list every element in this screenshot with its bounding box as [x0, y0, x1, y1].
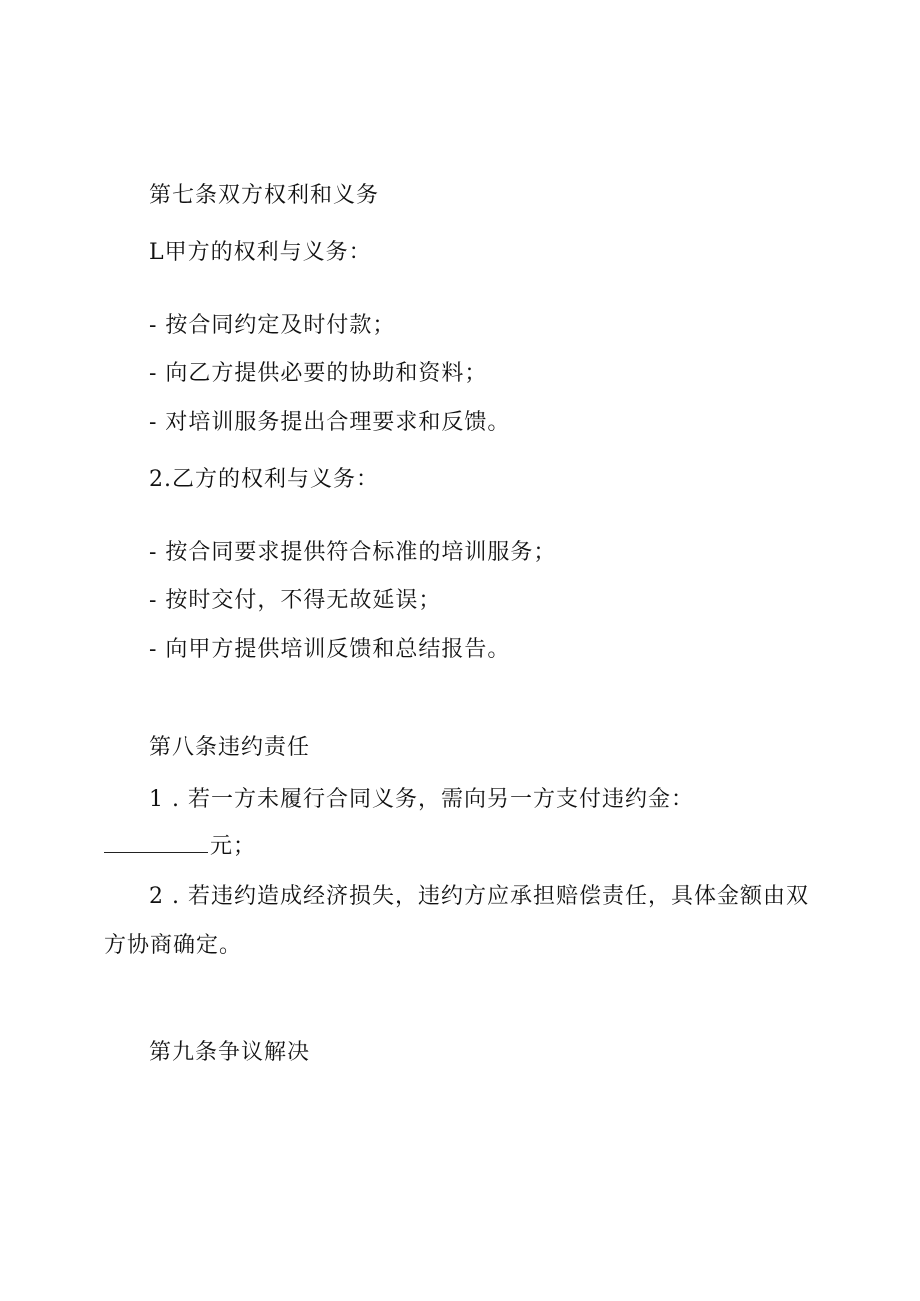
party-b-item: - 按时交付，不得无故延误； — [149, 588, 442, 613]
party-b-item: - 向甲方提供培训反馈和总结报告。 — [149, 637, 511, 662]
clause-8-2-line: 2 . 若违约造成经济损失，违约方应承担赔偿责任，具体金额由双 — [149, 884, 809, 909]
party-a-item: - 按合同约定及时付款； — [149, 313, 396, 338]
article-8-heading: 第八条违约责任 — [149, 735, 311, 760]
amount-blank — [104, 832, 208, 853]
article-9-heading: 第九条争议解决 — [149, 1040, 311, 1065]
party-a-item: - 对培训服务提出合理要求和反馈。 — [149, 410, 511, 435]
party-a-item: - 向乙方提供必要的协助和资料； — [149, 361, 488, 386]
party-b-item: - 按合同要求提供符合标准的培训服务； — [149, 540, 557, 565]
party-b-heading: 2.乙方的权利与义务： — [149, 467, 379, 492]
clause-8-2-continuation: 方协商确定。 — [104, 933, 243, 958]
article-7-heading: 第七条双方权利和义务 — [149, 183, 380, 208]
amount-unit: 元； — [210, 834, 257, 859]
clause-8-1-line: 1 . 若一方未履行合同义务，需向另一方支付违约金： — [149, 787, 694, 812]
party-a-heading: L甲方的权利与义务： — [149, 240, 372, 265]
clause-8-1-amount-line — [104, 832, 256, 862]
